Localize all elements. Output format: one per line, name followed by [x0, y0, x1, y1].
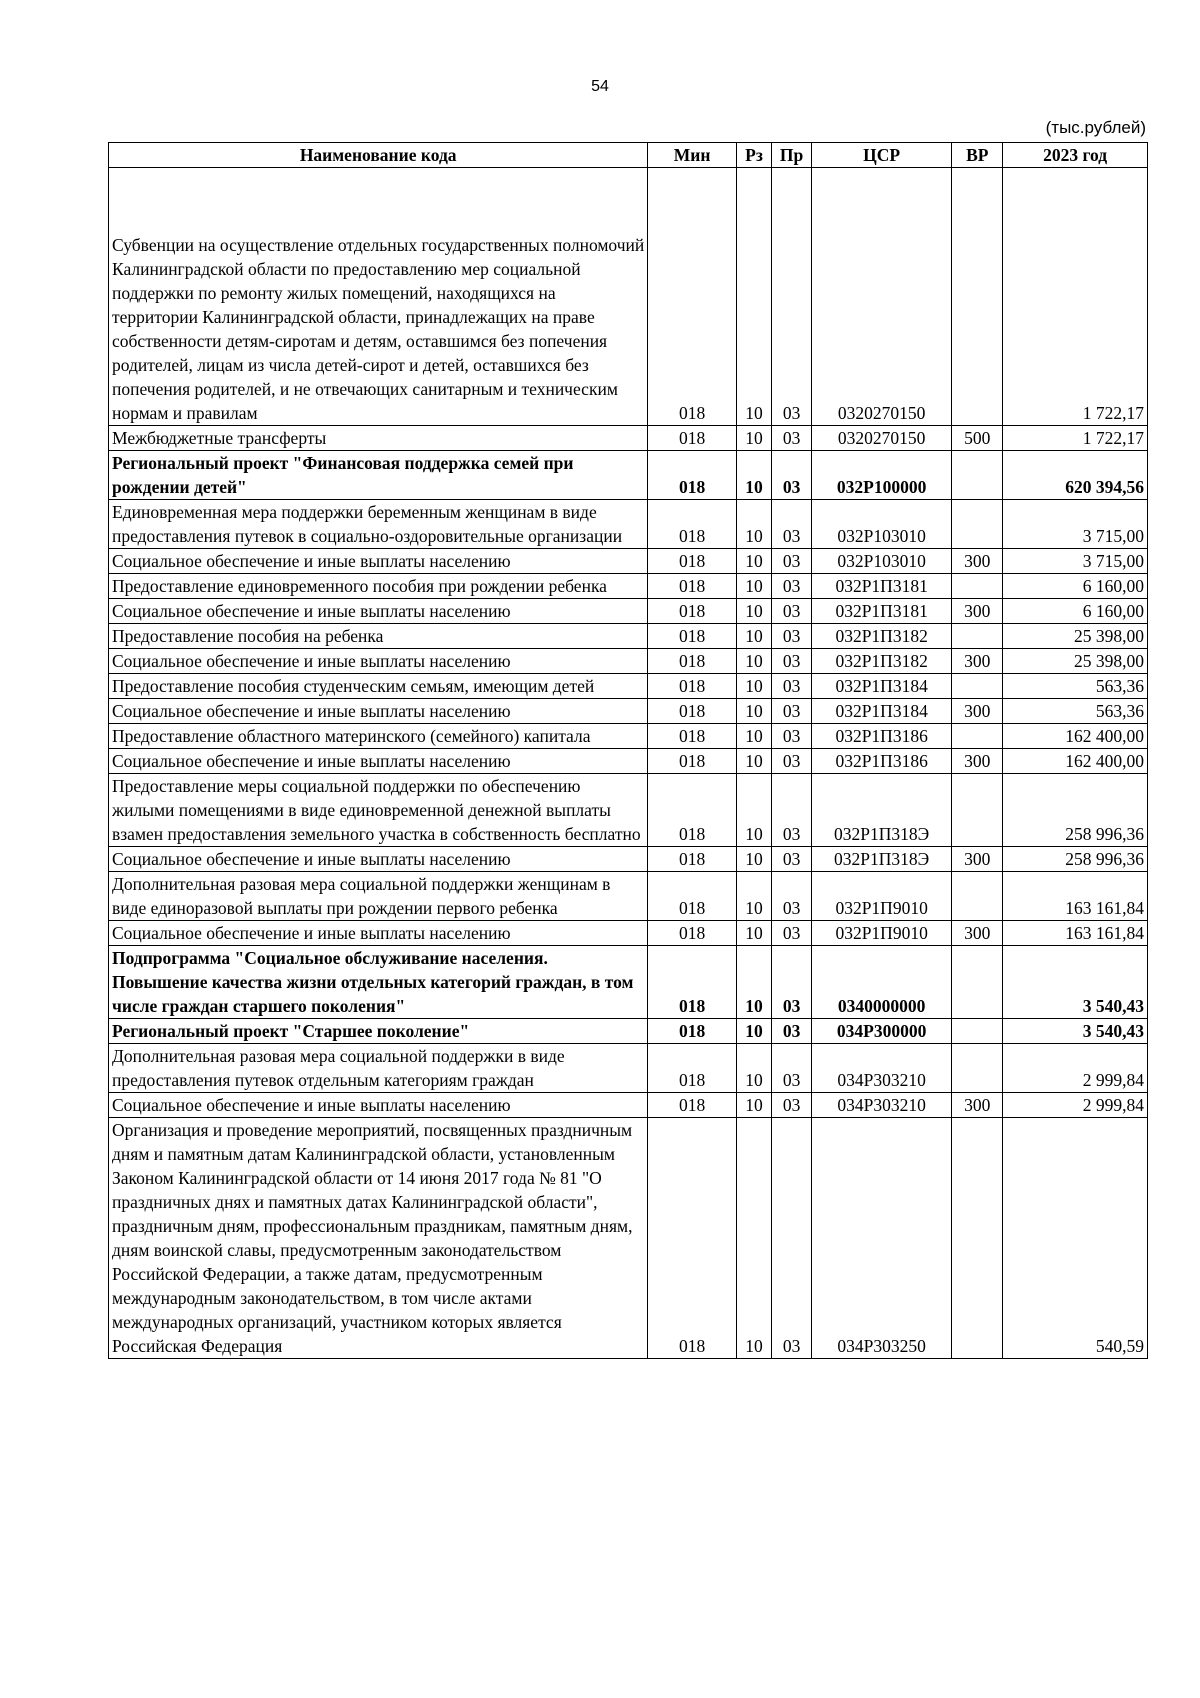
- cell-amount: 258 996,36: [1003, 847, 1148, 872]
- cell-amount: 163 161,84: [1003, 921, 1148, 946]
- cell-csr: 032P100000: [811, 451, 951, 500]
- table-row: [109, 649, 1148, 674]
- cell-name: Предоставление меры социальной поддержки по обеспечению жилыми помещениями в виде единовременной денежной выплаты взамен предоставления земельного участка в собственность бесплатно: [109, 774, 648, 847]
- cell-rz: 10: [736, 649, 771, 674]
- cell-rz: 10: [736, 946, 771, 1019]
- table-row: [109, 774, 1148, 847]
- cell-name: Социальное обеспечение и иные выплаты населению: [109, 649, 648, 674]
- cell-rz: 10: [736, 674, 771, 699]
- cell-vr: 500: [952, 426, 1003, 451]
- cell-vr: 300: [952, 599, 1003, 624]
- cell-vr: 300: [952, 921, 1003, 946]
- cell-min: 018: [648, 549, 736, 574]
- cell-min: 018: [648, 168, 736, 426]
- cell-min: 018: [648, 872, 736, 921]
- cell-name: Субвенции на осуществление отдельных государственных полномочий Калининградской области по предоставлению мер социальной поддержки по ремонту жилых помещений, находящихся на территории Калининградской области, принадлежащих на праве собственности детям-сиротам и детям, оставшимся без попечения родителей, лицам из числа детей-сирот и детей, оставшихся без попечения родителей, и не отвечающих санитарным и техническим нормам и правилам: [109, 168, 648, 426]
- cell-vr: [952, 724, 1003, 749]
- cell-vr: [952, 946, 1003, 1019]
- cell-rz: 10: [736, 1093, 771, 1118]
- cell-csr: 032P1П3181: [811, 574, 951, 599]
- cell-vr: [952, 1019, 1003, 1044]
- units-label: (тыс.рублей): [1045, 118, 1146, 137]
- cell-name: Предоставление областного материнского (семейного) капитала: [109, 724, 648, 749]
- cell-pr: 03: [772, 1019, 812, 1044]
- cell-vr: 300: [952, 847, 1003, 872]
- table-row: [109, 1093, 1148, 1118]
- cell-amount: 6 160,00: [1003, 574, 1148, 599]
- cell-amount: 540,59: [1003, 1118, 1148, 1359]
- col-header-rz: Рз: [736, 143, 771, 168]
- cell-vr: 300: [952, 1093, 1003, 1118]
- cell-rz: 10: [736, 574, 771, 599]
- cell-pr: 03: [772, 1118, 812, 1359]
- cell-amount: 1 722,17: [1003, 168, 1148, 426]
- cell-vr: 300: [952, 699, 1003, 724]
- cell-rz: 10: [736, 847, 771, 872]
- table-row: [109, 168, 1148, 426]
- cell-vr: 300: [952, 549, 1003, 574]
- cell-csr: 032P1П3186: [811, 749, 951, 774]
- cell-vr: [952, 574, 1003, 599]
- cell-name: Дополнительная разовая мера социальной поддержки женщинам в виде единоразовой выплаты при рождении первого ребенка: [109, 872, 648, 921]
- cell-name: Социальное обеспечение и иные выплаты населению: [109, 599, 648, 624]
- table-row: [109, 921, 1148, 946]
- cell-min: 018: [648, 649, 736, 674]
- cell-pr: 03: [772, 451, 812, 500]
- cell-vr: [952, 872, 1003, 921]
- col-header-csr: ЦСР: [811, 143, 951, 168]
- cell-pr: 03: [772, 574, 812, 599]
- table-row: [109, 624, 1148, 649]
- cell-min: 018: [648, 1118, 736, 1359]
- cell-rz: 10: [736, 872, 771, 921]
- cell-csr: 034P303210: [811, 1093, 951, 1118]
- cell-pr: 03: [772, 1093, 812, 1118]
- table-row: [109, 1118, 1148, 1359]
- cell-rz: 10: [736, 599, 771, 624]
- cell-rz: 10: [736, 500, 771, 549]
- cell-pr: 03: [772, 500, 812, 549]
- cell-pr: 03: [772, 624, 812, 649]
- cell-csr: 034P303250: [811, 1118, 951, 1359]
- page-number: 54: [591, 78, 609, 95]
- cell-rz: 10: [736, 1044, 771, 1093]
- cell-csr: 032P1П3186: [811, 724, 951, 749]
- cell-pr: 03: [772, 426, 812, 451]
- cell-vr: [952, 451, 1003, 500]
- col-header-amount: 2023 год: [1003, 143, 1148, 168]
- col-header-pr: Пр: [772, 143, 812, 168]
- cell-name: Подпрограмма "Социальное обслуживание населения. Повышение качества жизни отдельных категорий граждан, в том числе граждан старшего поколения": [109, 946, 648, 1019]
- table-row: [109, 1019, 1148, 1044]
- cell-vr: [952, 774, 1003, 847]
- cell-amount: 2 999,84: [1003, 1044, 1148, 1093]
- cell-rz: 10: [736, 549, 771, 574]
- cell-pr: 03: [772, 946, 812, 1019]
- cell-vr: [952, 1118, 1003, 1359]
- cell-min: 018: [648, 749, 736, 774]
- cell-vr: [952, 624, 1003, 649]
- cell-pr: 03: [772, 168, 812, 426]
- cell-amount: 162 400,00: [1003, 724, 1148, 749]
- cell-pr: 03: [772, 649, 812, 674]
- cell-name: Предоставление пособия на ребенка: [109, 624, 648, 649]
- cell-min: 018: [648, 847, 736, 872]
- cell-amount: 25 398,00: [1003, 649, 1148, 674]
- cell-amount: 3 715,00: [1003, 500, 1148, 549]
- cell-name: Социальное обеспечение и иные выплаты населению: [109, 699, 648, 724]
- cell-amount: 563,36: [1003, 674, 1148, 699]
- cell-amount: 2 999,84: [1003, 1093, 1148, 1118]
- cell-vr: [952, 1044, 1003, 1093]
- cell-pr: 03: [772, 749, 812, 774]
- cell-rz: 10: [736, 168, 771, 426]
- cell-name: Организация и проведение мероприятий, посвященных праздничным дням и памятным датам Калининградской области, установленным Законом Калининградской области от 14 июня 2017 года № 81 "О праздничных днях и памятных датах Калининградской области", праздничным дням, профессиональным праздникам, памятным дням, дням воинской славы, предусмотренным законодательством Российской Федерации, а также датам, предусмотренным международным законодательством, в том числе актами международных организаций, участником которых является Российская Федерация: [109, 1118, 648, 1359]
- cell-name: Социальное обеспечение и иные выплаты населению: [109, 549, 648, 574]
- cell-name: Единовременная мера поддержки беременным женщинам в виде предоставления путевок в социально-оздоровительные организации: [109, 500, 648, 549]
- cell-vr: [952, 500, 1003, 549]
- cell-pr: 03: [772, 724, 812, 749]
- table-row: [109, 451, 1148, 500]
- cell-rz: 10: [736, 1019, 771, 1044]
- cell-csr: 032P1П3181: [811, 599, 951, 624]
- cell-vr: 300: [952, 649, 1003, 674]
- cell-min: 018: [648, 500, 736, 549]
- cell-pr: 03: [772, 1044, 812, 1093]
- cell-amount: 25 398,00: [1003, 624, 1148, 649]
- cell-name: Социальное обеспечение и иные выплаты населению: [109, 921, 648, 946]
- cell-csr: 032P1П3182: [811, 649, 951, 674]
- cell-amount: 3 715,00: [1003, 549, 1148, 574]
- cell-vr: 300: [952, 749, 1003, 774]
- table-row: [109, 847, 1148, 872]
- cell-amount: 258 996,36: [1003, 774, 1148, 847]
- table-header-row: [109, 143, 1148, 168]
- budget-table: [108, 142, 1148, 1359]
- cell-csr: 0320270150: [811, 168, 951, 426]
- cell-pr: 03: [772, 921, 812, 946]
- cell-min: 018: [648, 1044, 736, 1093]
- table-row: [109, 724, 1148, 749]
- cell-rz: 10: [736, 451, 771, 500]
- cell-rz: 10: [736, 1118, 771, 1359]
- cell-csr: 034P300000: [811, 1019, 951, 1044]
- cell-csr: 032P103010: [811, 500, 951, 549]
- cell-amount: 563,36: [1003, 699, 1148, 724]
- cell-rz: 10: [736, 426, 771, 451]
- cell-name: Социальное обеспечение и иные выплаты населению: [109, 847, 648, 872]
- col-header-name: Наименование кода: [109, 143, 648, 168]
- cell-rz: 10: [736, 699, 771, 724]
- cell-pr: 03: [772, 774, 812, 847]
- cell-name: Межбюджетные трансферты: [109, 426, 648, 451]
- table-row: [109, 599, 1148, 624]
- cell-name: Социальное обеспечение и иные выплаты населению: [109, 749, 648, 774]
- cell-name: Дополнительная разовая мера социальной поддержки в виде предоставления путевок отдельным категориям граждан: [109, 1044, 648, 1093]
- cell-amount: 6 160,00: [1003, 599, 1148, 624]
- cell-min: 018: [648, 674, 736, 699]
- cell-name: Предоставление единовременного пособия при рождении ребенка: [109, 574, 648, 599]
- table-row: [109, 674, 1148, 699]
- cell-min: 018: [648, 1093, 736, 1118]
- cell-min: 018: [648, 624, 736, 649]
- cell-rz: 10: [736, 774, 771, 847]
- cell-name: Предоставление пособия студенческим семьям, имеющим детей: [109, 674, 648, 699]
- cell-min: 018: [648, 921, 736, 946]
- cell-min: 018: [648, 946, 736, 1019]
- table-row: [109, 699, 1148, 724]
- cell-vr: [952, 168, 1003, 426]
- table-row: [109, 872, 1148, 921]
- cell-amount: 3 540,43: [1003, 1019, 1148, 1044]
- cell-pr: 03: [772, 599, 812, 624]
- table-row: [109, 500, 1148, 549]
- cell-csr: 034P303210: [811, 1044, 951, 1093]
- cell-pr: 03: [772, 872, 812, 921]
- col-header-min: Мин: [648, 143, 736, 168]
- cell-min: 018: [648, 724, 736, 749]
- cell-min: 018: [648, 599, 736, 624]
- cell-csr: 032P1П9010: [811, 921, 951, 946]
- cell-rz: 10: [736, 921, 771, 946]
- cell-pr: 03: [772, 674, 812, 699]
- cell-csr: 032P1П318Э: [811, 774, 951, 847]
- cell-csr: 032P1П318Э: [811, 847, 951, 872]
- cell-amount: 162 400,00: [1003, 749, 1148, 774]
- cell-csr: 032P1П9010: [811, 872, 951, 921]
- cell-amount: 1 722,17: [1003, 426, 1148, 451]
- cell-amount: 3 540,43: [1003, 946, 1148, 1019]
- cell-name: Социальное обеспечение и иные выплаты населению: [109, 1093, 648, 1118]
- table-row: [109, 426, 1148, 451]
- table-row: [109, 574, 1148, 599]
- cell-csr: 032P1П3184: [811, 699, 951, 724]
- table-row: [109, 946, 1148, 1019]
- cell-min: 018: [648, 574, 736, 599]
- cell-min: 018: [648, 1019, 736, 1044]
- cell-pr: 03: [772, 699, 812, 724]
- cell-name: Региональный проект "Финансовая поддержка семей при рождении детей": [109, 451, 648, 500]
- table-row: [109, 749, 1148, 774]
- cell-min: 018: [648, 451, 736, 500]
- cell-rz: 10: [736, 724, 771, 749]
- cell-rz: 10: [736, 749, 771, 774]
- cell-min: 018: [648, 426, 736, 451]
- cell-amount: 620 394,56: [1003, 451, 1148, 500]
- col-header-vr: ВР: [952, 143, 1003, 168]
- cell-vr: [952, 674, 1003, 699]
- table-row: [109, 549, 1148, 574]
- cell-csr: 032P1П3182: [811, 624, 951, 649]
- cell-min: 018: [648, 699, 736, 724]
- cell-csr: 0340000000: [811, 946, 951, 1019]
- cell-csr: 032P1П3184: [811, 674, 951, 699]
- cell-pr: 03: [772, 847, 812, 872]
- cell-pr: 03: [772, 549, 812, 574]
- cell-csr: 032P103010: [811, 549, 951, 574]
- cell-min: 018: [648, 774, 736, 847]
- table-row: [109, 1044, 1148, 1093]
- cell-csr: 0320270150: [811, 426, 951, 451]
- cell-name: Региональный проект "Старшее поколение": [109, 1019, 648, 1044]
- cell-amount: 163 161,84: [1003, 872, 1148, 921]
- cell-rz: 10: [736, 624, 771, 649]
